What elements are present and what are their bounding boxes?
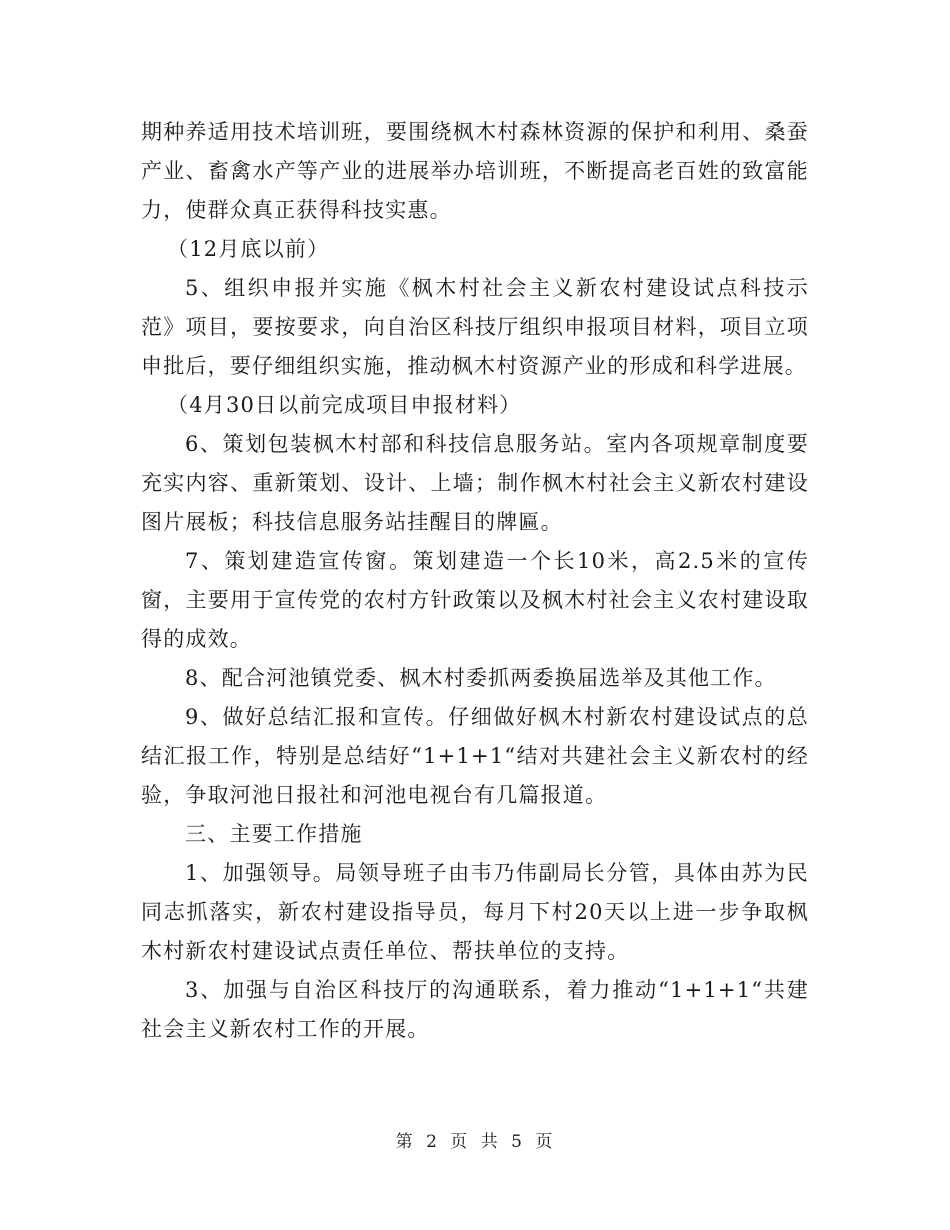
paragraph-measure-1: 1、加强领导。局领导班子由韦乃伟副局长分管，具体由苏为民同志抓落实，新农村建设指导员，每月下村20天以上进一步争取枫木村新农村建设试点责任单位、帮扶单位的支持。 [141, 861, 809, 963]
paragraph-item-6: 6、策划包装枫木村部和科技信息服务站。室内各项规章制度要充实内容、重新策划、设计、上墙；制作枫木村社会主义新农村建设图片展板；科技信息服务站挂醒目的牌匾。 [141, 432, 809, 534]
section-heading-measures: 三、主要工作措施 [185, 822, 363, 846]
paragraph-measure-3: 3、加强与自治区科技厅的沟通联系，着力推动“1+1+1“共建社会主义新农村工作的开展。 [141, 978, 809, 1041]
paragraph-item-8: 8、配合河池镇党委、枫木村委抓两委换届选举及其他工作。 [185, 666, 777, 690]
page-number-footer: 第 2 页 共 5 页 [395, 1132, 555, 1152]
paragraph-item-9: 9、做好总结汇报和宣传。仔细做好枫木村新农村建设试点的总结汇报工作，特别是总结好“1+1+1“结对共建社会主义新农村的经验，争取河池日报社和河池电视台有几篇报道。 [141, 705, 809, 807]
paragraph-continuation: 期种养适用技术培训班，要围绕枫木村森林资源的保护和利用、桑蚕产业、畜禽水产等产业的进展举办培训班，不断提高老百姓的致富能力，使群众真正获得科技实惠。 [141, 120, 809, 222]
document-body [141, 113, 809, 1049]
deadline-note-december: （12月底以前） [167, 237, 330, 261]
paragraph-item-7: 7、策划建造宣传窗。策划建造一个长10米，高2.5米的宣传窗，主要用于宣传党的农村方针政策以及枫木村社会主义农村建设取得的成效。 [141, 549, 809, 651]
deadline-note-april: （4月30日以前完成项目申报材料） [167, 393, 522, 417]
paragraph-item-5: 5、组织申报并实施《枫木村社会主义新农村建设试点科技示范》项目，要按要求，向自治区科技厅组织申报项目材料，项目立项申批后，要仔细组织实施，推动枫木村资源产业的形成和科学进展。 [141, 276, 809, 378]
